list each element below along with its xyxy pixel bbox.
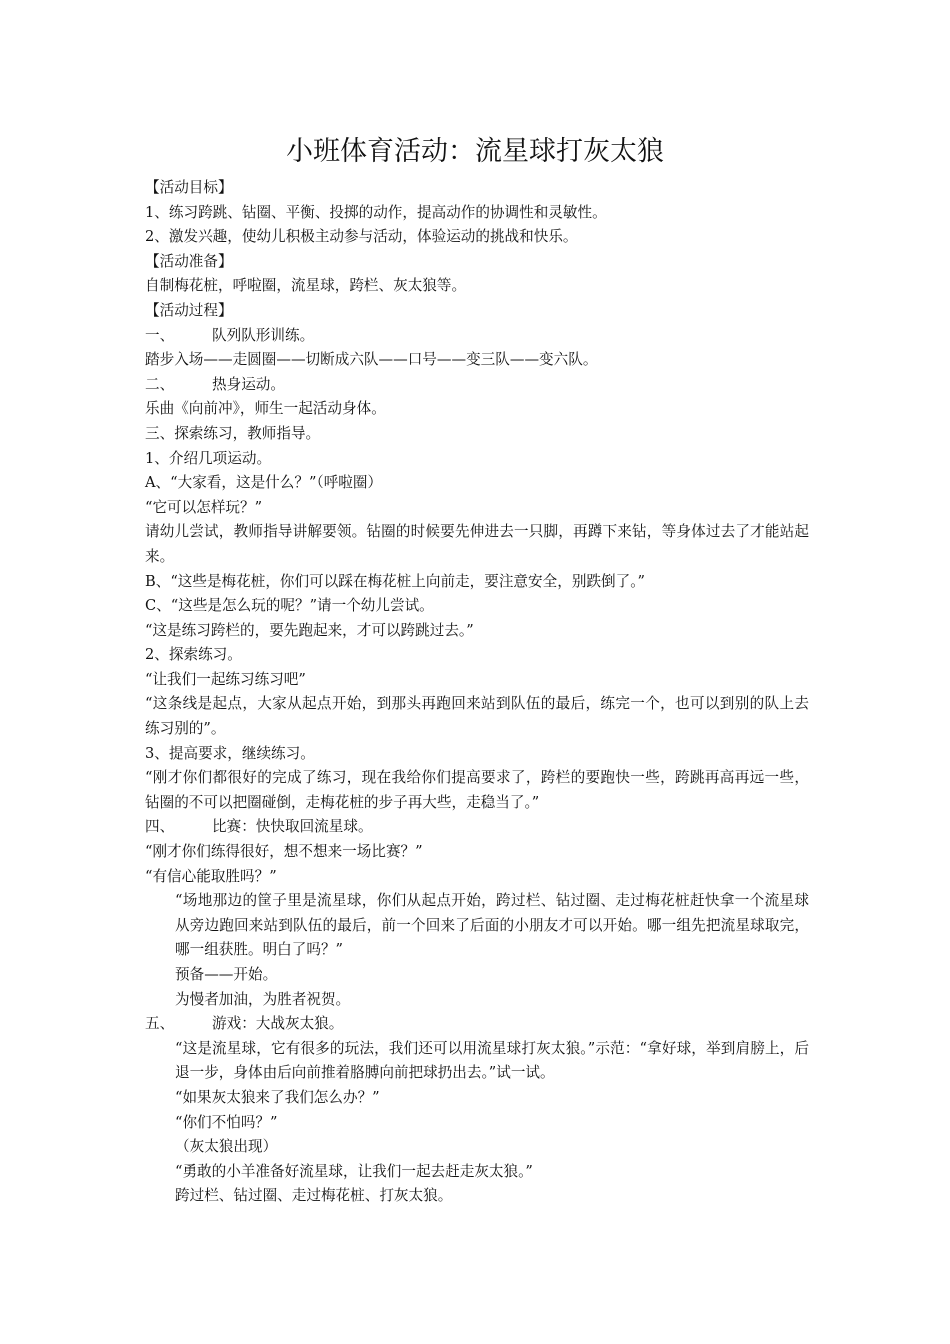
section-3-heading: 三、探索练习，教师指导。 [145, 424, 321, 442]
section-4-number: 四、 [145, 818, 175, 836]
section-3-item-3-text: “刚才你们都很好的完成了练习，现在我给你们提高要求了，跨栏的要跑快一些，跨跳再高再远一些，钻圈的不可以把圈碰倒，走梅花桩的步子再大些，走稳当了。” [145, 769, 809, 811]
section-4-question-2: “有信心能取胜吗？” [145, 867, 277, 885]
section-2-title: 热身运动。 [212, 375, 285, 393]
section-3-item-a-question: “它可以怎样玩？” [145, 498, 263, 516]
section-1-text: 踏步入场——走圆圈——切断成六队——口号——变三队——变六队。 [145, 351, 598, 369]
section-4-ready: 预备——开始。 [175, 966, 278, 983]
section-3-item-c: C、“这些是怎么玩的呢？”请一个幼儿尝试。 [145, 597, 434, 615]
section-4-title: 比赛：快快取回流星球。 [212, 818, 373, 836]
section-5-text: “这是流星球，它有很多的玩法，我们还可以用流星球打灰太狼。”示范：“拿好球，举到肩膀上，后退一步，身体由后向前推着胳膊向前把球扔出去。”试一试。 [175, 1039, 809, 1082]
section-4-cheer: 为慢者加油，为胜者祝贺。 [175, 990, 351, 1008]
section-4-heading [145, 815, 809, 840]
section-4-text: “场地那边的筐子里是流星球，你们从起点开始，跨过栏、钻过圈、走过梅花桩赶快拿一个流星球从旁边跑回来站到队伍的最后，前一个回来了后面的小朋友才可以开始。哪一组先把流星球取完，哪一组获胜。明白了吗？” [175, 892, 809, 959]
section-3-item-2: 2、探索练习。 [145, 646, 242, 664]
section-1-number: 一、 [145, 326, 175, 344]
section-2-text: 乐曲《向前冲》，师生一起活动身体。 [145, 400, 386, 418]
section-5-wolf-appears: （灰太狼出现） [175, 1138, 278, 1156]
prep-text: 自制梅花桩，呼啦圈，流星球，跨栏、灰太狼等。 [145, 277, 467, 295]
section-5-heading [145, 1012, 809, 1037]
prep-heading: 【活动准备】 [145, 252, 233, 270]
section-5-number: 五、 [145, 1015, 175, 1033]
section-2-number: 二、 [145, 375, 175, 393]
goal-heading: 【活动目标】 [145, 179, 233, 196]
goal-item-2: 2、激发兴趣，使幼儿积极主动参与活动，体验运动的挑战和快乐。 [145, 228, 578, 246]
section-3-item-b: B、“这些是梅花桩，你们可以踩在梅花桩上向前走，要注意安全，别跌倒了。” [145, 572, 645, 590]
section-5-question-1: “如果灰太狼来了我们怎么办？” [175, 1088, 380, 1106]
section-3-item-2-question: “让我们一起练习练习吧” [145, 670, 306, 688]
section-3-item-a: A、“大家看，这是什么？”（呼啦圈） [145, 474, 383, 492]
section-3-item-a-text: 请幼儿尝试，教师指导讲解要领。钻圈的时候要先伸进去一只脚，再蹲下来钻，等身体过去了才能站起来。 [145, 523, 809, 565]
page-title: 小班体育活动：流星球打灰太狼 [286, 136, 664, 167]
section-1-heading [145, 324, 809, 349]
section-3-item-c-text: “这是练习跨栏的，要先跑起来，才可以跨跳过去。” [145, 621, 474, 639]
goal-item-1: 1、练习跨跳、钻圈、平衡、投掷的动作，提高动作的协调性和灵敏性。 [145, 203, 607, 221]
section-4-question-1: “刚才你们练得很好，想不想来一场比赛？” [145, 843, 423, 861]
section-5-question-2: “你们不怕吗？” [175, 1113, 278, 1131]
process-heading: 【活动过程】 [145, 301, 233, 319]
document-body [145, 176, 809, 1209]
section-5-brave: “勇敢的小羊准备好流星球，让我们一起去赶走灰太狼。” [175, 1162, 533, 1180]
section-3-item-3: 3、提高要求，继续练习。 [145, 744, 315, 762]
section-5-title: 游戏：大战灰太狼。 [212, 1015, 344, 1033]
section-1-title: 队列队形训练。 [212, 326, 315, 344]
section-3-item-1: 1、介绍几项运动。 [145, 449, 272, 467]
section-2-heading [145, 373, 809, 398]
section-5-end: 跨过栏、钻过圈、走过梅花桩、打灰太狼。 [175, 1187, 453, 1205]
section-3-item-2-text: “这条线是起点，大家从起点开始，到那头再跑回来站到队伍的最后，练完一个，也可以到别的队上去练习别的”。 [145, 695, 809, 738]
